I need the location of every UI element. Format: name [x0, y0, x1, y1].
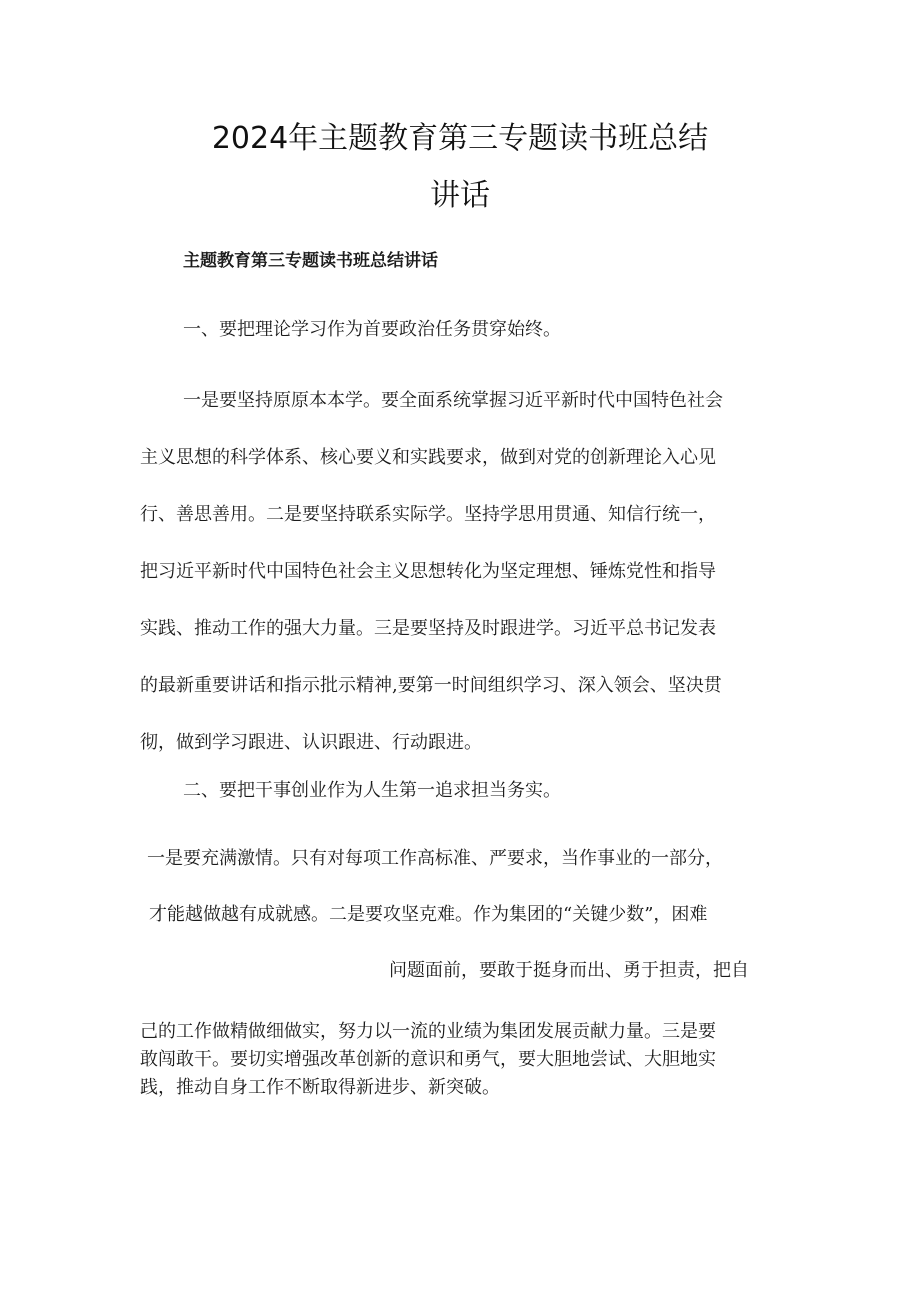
paragraph-line: 彻，做到学习跟进、认识跟进、行动跟进。 [140, 732, 482, 753]
paragraph-line: 主义思想的科学体系、核心要义和实践要求，做到对党的创新理论入心见 [140, 447, 716, 468]
section-2-tail-paragraph [140, 1018, 800, 1102]
section-2-line-1: 一是要充满激情。只有对每项工作高标准、严要求，当作事业的一部分， [147, 848, 723, 869]
document-title-line-2: 讲话 [430, 178, 490, 213]
section-2-heading: 二、要把干事创业作为人生第一追求担当务实。 [183, 780, 561, 801]
paragraph-line: 把习近平新时代中国特色社会主义思想转化为坚定理想、锤炼党性和指导 [140, 561, 716, 582]
section-1-heading: 一、要把理论学习作为首要政治任务贯穿始终。 [183, 319, 561, 340]
paragraph-line: 敢闯敢干。要切实增强改革创新的意识和勇气，要大胆地尝试、大胆地实 [140, 1049, 716, 1070]
paragraph-line: 实践、推动工作的强大力量。三是要坚持及时跟进学。习近平总书记发表 [140, 618, 716, 639]
paragraph-line: 行、善思善用。二是要坚持联系实际学。坚持学思用贯通、知信行统一， [140, 504, 716, 525]
document-title-line-1: 2024年主题教育第三专题读书班总结 [211, 121, 709, 156]
paragraph-line: 一是要坚持原原本本学。要全面系统掌握习近平新时代中国特色社会 [183, 390, 723, 411]
paragraph-line: 的最新重要讲话和指示批示精神,要第一时间组织学习、深入领会、坚决贯 [140, 675, 722, 696]
section-2-line-3: 问题面前，要敢于挺身而出、勇于担责，把自 [389, 960, 749, 981]
paragraph-line: 己的工作做精做细做实，努力以一流的业绩为集团发展贡献力量。三是要 [140, 1021, 716, 1042]
paragraph-line: 践，推动自身工作不断取得新进步、新突破。 [140, 1077, 500, 1098]
section-2-line-2: 才能越做越有成就感。二是要攻坚克难。作为集团的“关键少数”，困难 [149, 904, 708, 925]
document-subtitle: 主题教育第三专题读书班总结讲话 [183, 251, 438, 271]
